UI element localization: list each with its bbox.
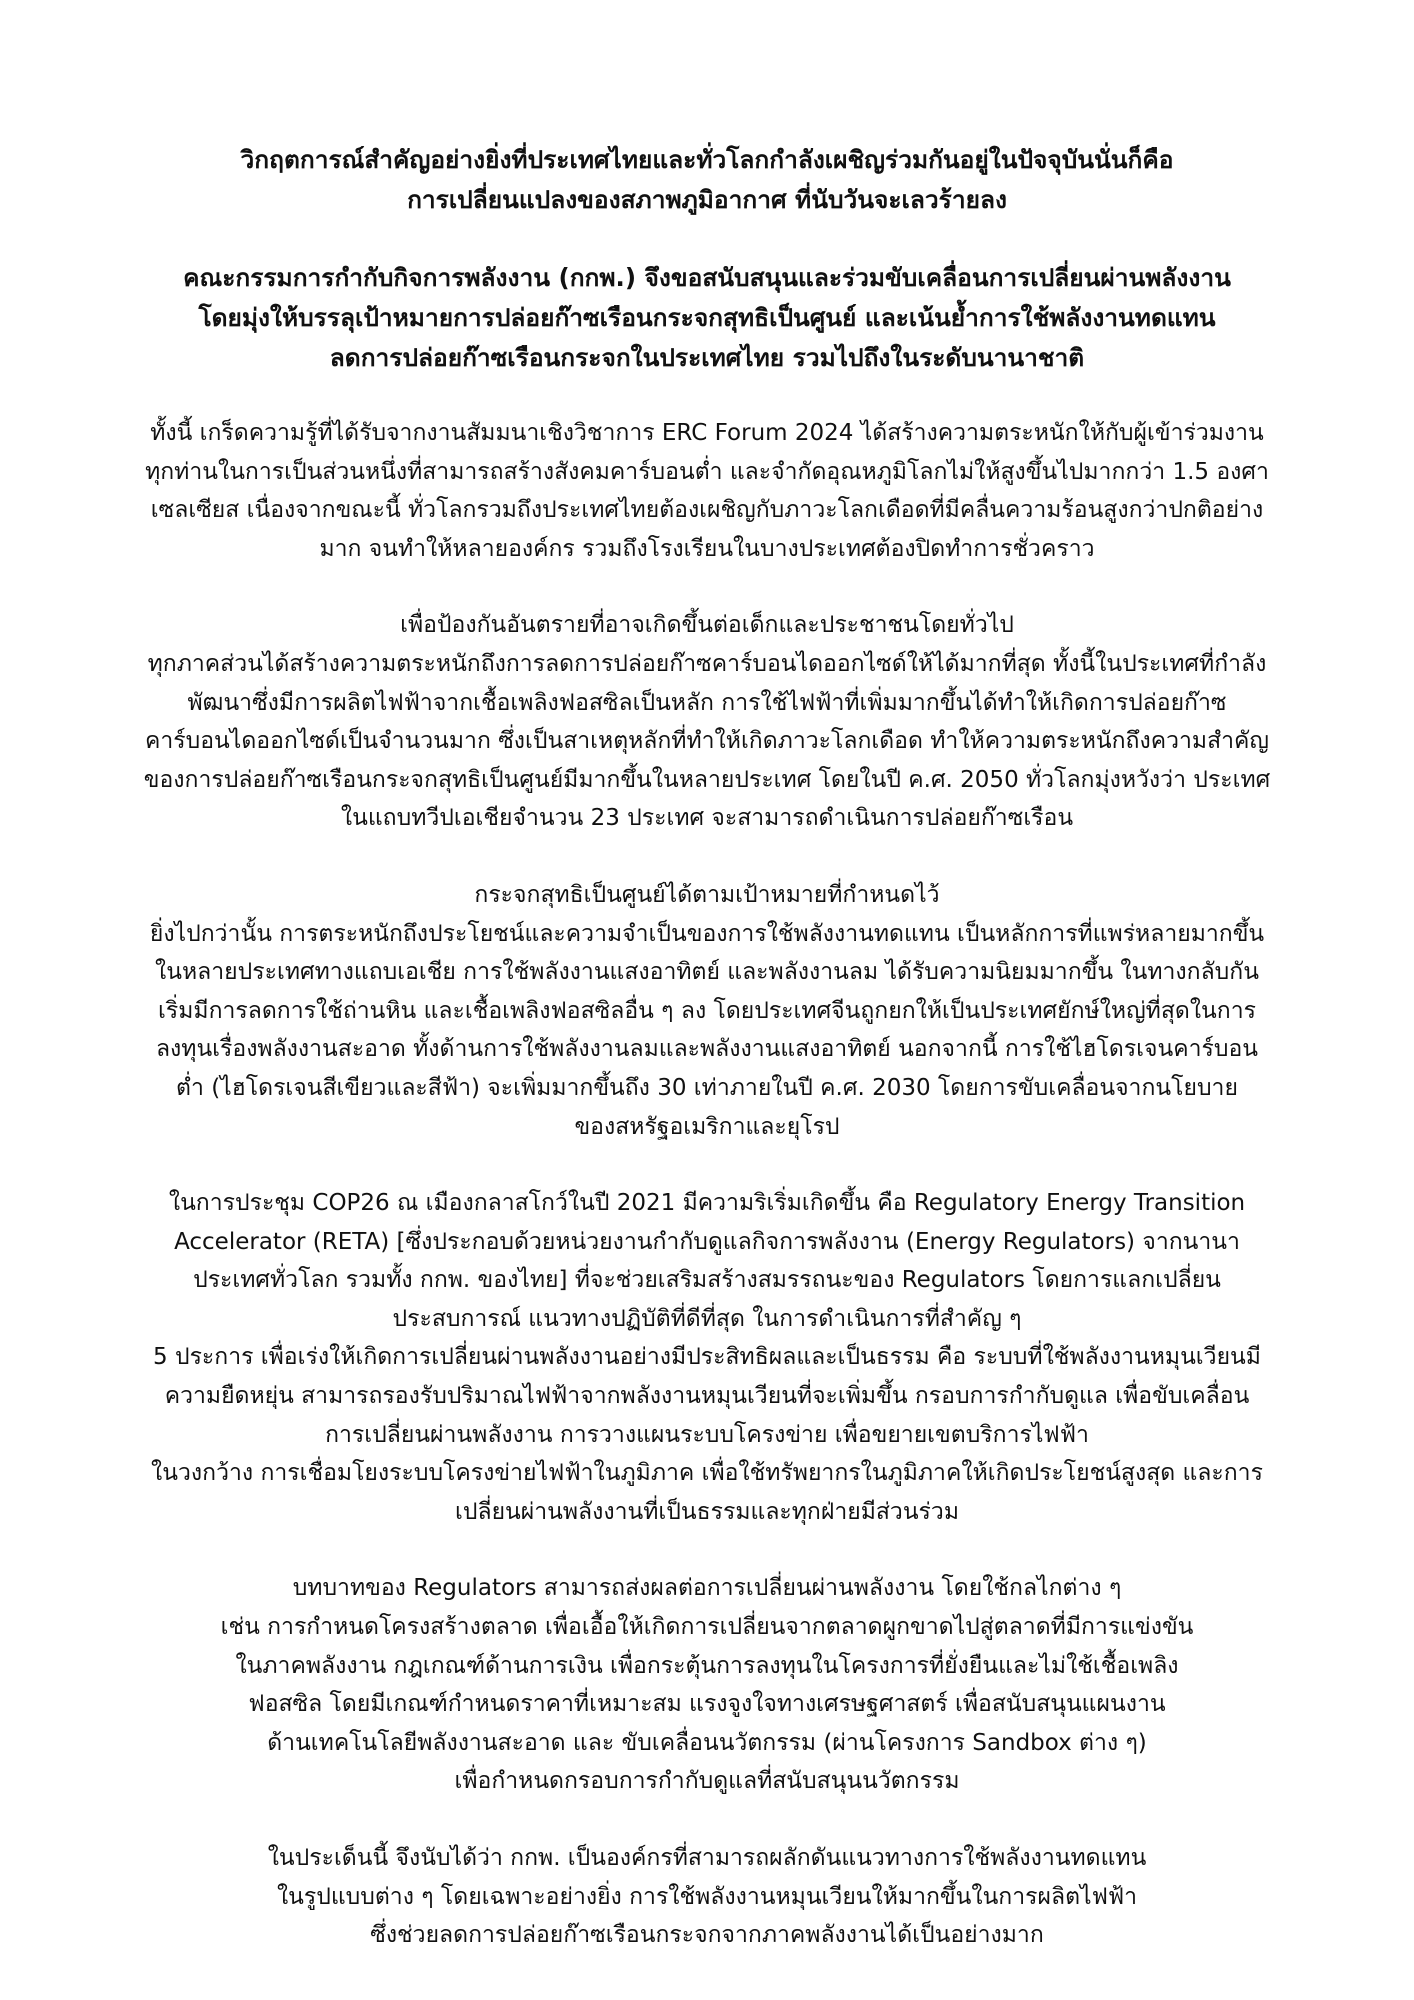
paragraph-line: เช่น การกำหนดโครงสร้างตลาด เพื่อเอื้อให้เกิดการเปลี่ยนจากตลาดผูกขาดไปสู่ตลาดที่มีการแข่งขัน <box>220 1614 1194 1641</box>
paragraph-line: ทั้งนี้ เกร็ดความรู้ที่ได้รับจากงานสัมมนาเชิงวิชาการ ERC Forum 2024 ได้สร้างความตระหนักให้กับผู้เข้าร่วมงาน <box>150 420 1264 446</box>
paragraph-line: ลงทุนเรื่องพลังงานสะอาด ทั้งด้านการใช้พลังงานลมและพลังงานแสงอาทิตย์ นอกจากนี้ การใช้ไฮโดรเจนคาร์บอน <box>155 1036 1259 1063</box>
paragraph-3 <box>72 876 1342 1146</box>
paragraph-line: Accelerator (RETA) [ซึ่งประกอบด้วยหน่วยงานกำกับดูแลกิจการพลังงาน (Energy Regulators) จากนานา <box>174 1228 1240 1255</box>
heading-line: คณะกรรมการกำกับกิจการพลังงาน (กกพ.) จึงขอสนับสนุนและร่วมขับเคลื่อนการเปลี่ยนผ่านพลังงาน <box>183 263 1231 292</box>
paragraph-line: ประเทศทั่วโลก รวมทั้ง กกพ. ของไทย] ที่จะช่วยเสริมสร้างสมรรถนะของ Regulators โดยการแลกเปลี่ยน <box>193 1267 1221 1294</box>
paragraph-line: ในประเด็นนี้ จึงนับได้ว่า กกพ. เป็นองค์กรที่สามารถผลักดันแนวทางการใช้พลังงานทดแทน <box>267 1845 1147 1871</box>
paragraph-line: ฟอสซิล โดยมีเกณฑ์กำหนดราคาที่เหมาะสม แรงจูงใจทางเศรษฐศาสตร์ เพื่อสนับสนุนแผนงาน <box>248 1691 1166 1718</box>
paragraph-line: เพื่อกำหนดกรอบการกำกับดูแลที่สนับสนุนนวัตกรรม <box>454 1768 960 1795</box>
heading-line: โดยมุ่งให้บรรลุเป้าหมายการปล่อยก๊าซเรือนกระจกสุทธิเป็นศูนย์ และเน้นย้ำการใช้พลังงานทดแทน <box>198 303 1216 332</box>
paragraph-line: เซลเซียส เนื่องจากขณะนี้ ทั่วโลกรวมถึงประเทศไทยต้องเผชิญกับภาวะโลกเดือดที่มีคลื่นความร้อนสูงกว่าปกติอย่าง <box>150 497 1264 524</box>
paragraph-line: เปลี่ยนผ่านพลังงานที่เป็นธรรมและทุกฝ่ายมีส่วนร่วม <box>455 1498 959 1525</box>
paragraph-line: ในหลายประเทศทางแถบเอเชีย การใช้พลังงานแสงอาทิตย์ และพลังงานลม ได้รับความนิยมมากขึ้น ในทางกลับกัน <box>155 959 1259 986</box>
heading-line: การเปลี่ยนแปลงของสภาพภูมิอากาศ ที่นับวันจะเลวร้ายลง <box>407 185 1007 214</box>
paragraph-line: ในแถบทวีปเอเชียจำนวน 23 ประเทศ จะสามารถดำเนินการปล่อยก๊าซเรือน <box>340 805 1074 832</box>
heading-line: ลดการปล่อยก๊าซเรือนกระจกในประเทศไทย รวมไปถึงในระดับนานาชาติ <box>329 343 1085 372</box>
paragraph-line: ของสหรัฐอเมริกาและยุโรป <box>574 1113 840 1140</box>
paragraph-line: ความยืดหยุ่น สามารถรองรับปริมาณไฟฟ้าจากพลังงานหมุนเวียนที่จะเพิ่มขึ้น กรอบการกำกับดูแล เพื่อขับเคลื่อน <box>164 1383 1250 1410</box>
paragraph-line: ในรูปแบบต่าง ๆ โดยเฉพาะอย่างยิ่ง การใช้พลังงานหมุนเวียนให้มากขึ้นในการผลิตไฟฟ้า <box>276 1883 1138 1910</box>
paragraph-line: เริ่มมีการลดการใช้ถ่านหิน และเชื้อเพลิงฟอสซิลอื่น ๆ ลง โดยประเทศจีนถูกยกให้เป็นประเทศยักษ์ใหญ่ที่สุดในการ <box>158 997 1256 1024</box>
paragraph-line: การเปลี่ยนผ่านพลังงาน การวางแผนระบบโครงข่าย เพื่อขยายเขตบริการไฟฟ้า <box>325 1421 1089 1448</box>
paragraph-line: ประสบการณ์ แนวทางปฏิบัติที่ดีที่สุด ในการดำเนินการที่สำคัญ ๆ <box>392 1305 1022 1332</box>
paragraph-line: ในภาคพลังงาน กฎเกณฑ์ด้านการเงิน เพื่อกระตุ้นการลงทุนในโครงการที่ยั่งยืนและไม่ใช้เชื้อเพลิง <box>235 1652 1179 1679</box>
paragraph-line: ยิ่งไปกว่านั้น การตระหนักถึงประโยชน์และความจำเป็นของการใช้พลังงานทดแทน เป็นหลักการที่แพร่หลายมากขึ้น <box>149 920 1265 947</box>
paragraph-line: บทบาทของ Regulators สามารถส่งผลต่อการเปลี่ยนผ่านพลังงาน โดยใช้กลไกต่าง ๆ <box>292 1575 1122 1602</box>
paragraph-line: ด้านเทคโนโลยีพลังงานสะอาด และ ขับเคลื่อนนวัตกรรม (ผ่านโครงการ Sandbox ต่าง ๆ) <box>267 1729 1147 1756</box>
paragraph-1 <box>72 414 1342 568</box>
paragraph-6 <box>72 1839 1342 1955</box>
paragraph-2 <box>72 606 1342 838</box>
paragraph-line: 5 ประการ เพื่อเร่งให้เกิดการเปลี่ยนผ่านพลังงานอย่างมีประสิทธิผลและเป็นธรรม คือ ระบบที่ใช้พลังงานหมุนเวียนมี <box>153 1344 1261 1371</box>
paragraph-line: มาก จนทำให้หลายองค์กร รวมถึงโรงเรียนในบางประเทศต้องปิดทำการชั่วคราว <box>319 535 1095 562</box>
paragraph-4 <box>72 1184 1342 1531</box>
paragraph-line: กระจกสุทธิเป็นศูนย์ได้ตามเป้าหมายที่กำหนดไว้ <box>474 881 940 908</box>
paragraph-line: ทุกท่านในการเป็นส่วนหนึ่งที่สามารถสร้างสังคมคาร์บอนต่ำ และจำกัดอุณหภูมิโลกไม่ให้สูงขึ้นไปมากกว่า 1.5 องศา <box>145 458 1269 485</box>
paragraph-line: ทุกภาคส่วนได้สร้างความตระหนักถึงการลดการปล่อยก๊าซคาร์บอนไดออกไซด์ให้ได้มากที่สุด ทั้งนี้ในประเทศที่กำลัง <box>147 650 1267 677</box>
paragraph-line: ในการประชุม COP26 ณ เมืองกลาสโกว์ในปี 2021 มีความริเริ่มเกิดขึ้น คือ Regulatory Energy Transition <box>168 1190 1246 1217</box>
paragraph-line: ของการปล่อยก๊าซเรือนกระจกสุทธิเป็นศูนย์มีมากขึ้นในหลายประเทศ โดยในปี ค.ศ. 2050 ทั่วโลกมุ่งหวังว่า ประเทศ <box>143 766 1271 793</box>
paragraph-5 <box>72 1569 1342 1801</box>
heading-block-1 <box>72 140 1342 220</box>
heading-line: วิกฤตการณ์สำคัญอย่างยิ่งที่ประเทศไทยและทั่วโลกกำลังเผชิญร่วมกันอยู่ในปัจจุบันนั่นก็คือ <box>240 145 1174 174</box>
paragraph-line: ต่ำ (ไฮโดรเจนสีเขียวและสีฟ้า) จะเพิ่มมากขึ้นถึง 30 เท่าภายในปี ค.ศ. 2030 โดยการขับเคลื่อนจากนโยบาย <box>176 1074 1238 1101</box>
paragraph-line: ในวงกว้าง การเชื่อมโยงระบบโครงข่ายไฟฟ้าในภูมิภาค เพื่อใช้ทรัพยากรในภูมิภาคให้เกิดประโยชน์สูงสุด และการ <box>151 1460 1263 1487</box>
paragraph-line: คาร์บอนไดออกไซด์เป็นจำนวนมาก ซึ่งเป็นสาเหตุหลักที่ทำให้เกิดภาวะโลกเดือด ทำให้ความตระหนักถึงความสำคัญ <box>144 728 1270 755</box>
paragraph-line: เพื่อป้องกันอันตรายที่อาจเกิดขึ้นต่อเด็กและประชาชนโดยทั่วไป <box>400 612 1014 639</box>
paragraph-line: พัฒนาซึ่งมีการผลิตไฟฟ้าจากเชื้อเพลิงฟอสซิลเป็นหลัก การใช้ไฟฟ้าที่เพิ่มมากขึ้นได้ทำให้เกิดการปล่อยก๊าซ <box>187 689 1227 716</box>
paragraph-line: ซึ่งช่วยลดการปล่อยก๊าซเรือนกระจกจากภาคพลังงานได้เป็นอย่างมาก <box>370 1922 1044 1949</box>
heading-block-2 <box>72 258 1342 378</box>
